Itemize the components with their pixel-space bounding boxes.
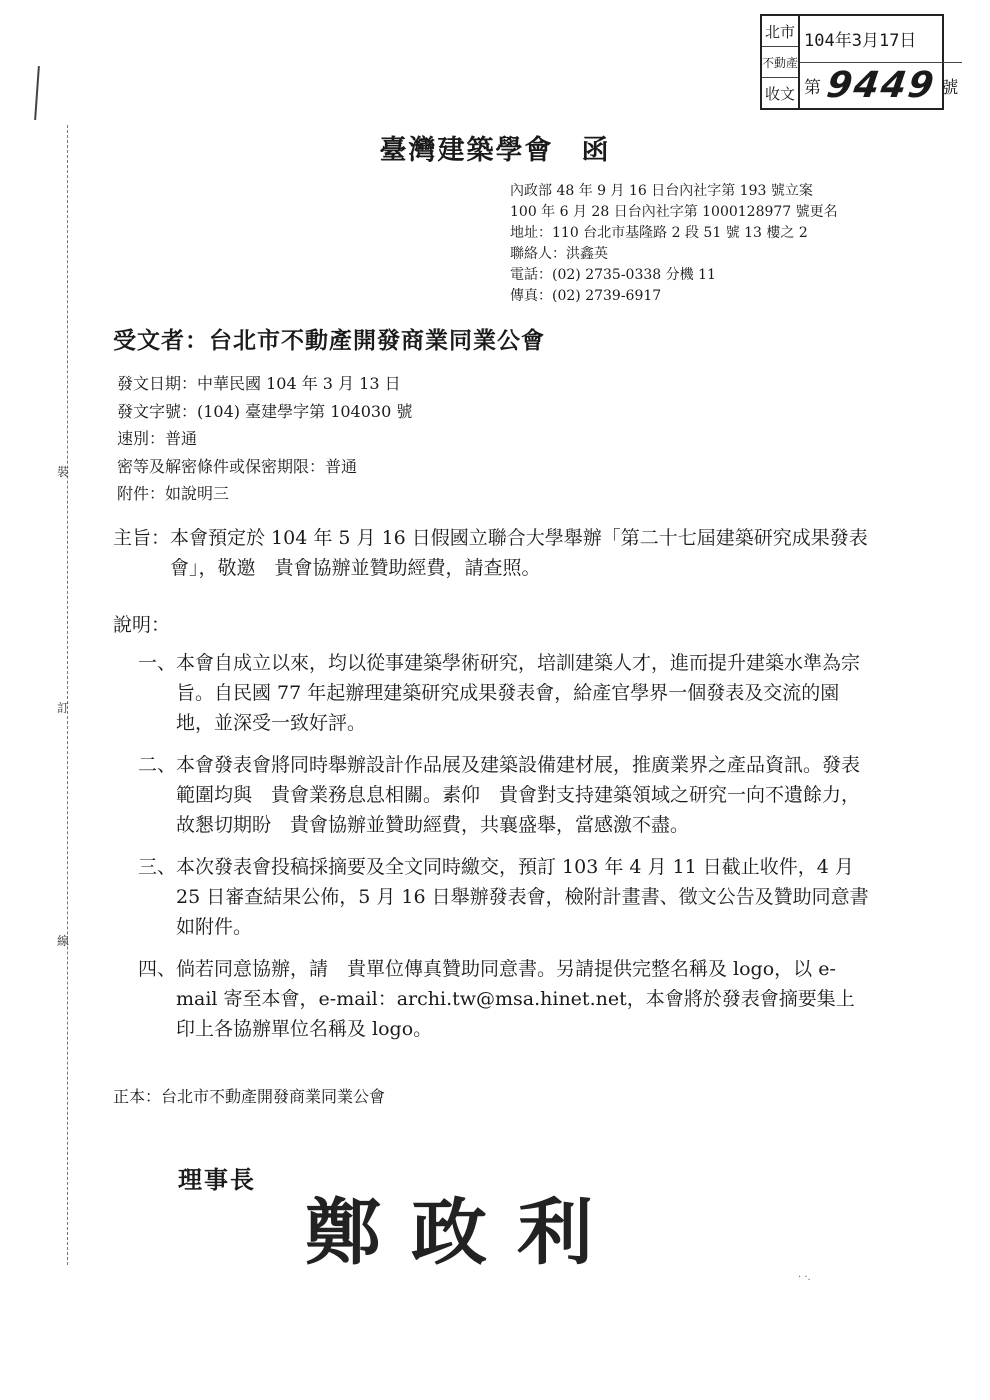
subject-label: 主旨： [113,527,171,549]
meta-line: 發文字號：(104) 臺建學字第 104030 號 [117,401,413,421]
list-item [113,954,873,1044]
stamp-label: 收文 [762,77,798,108]
sender-line: 100 年 6 月 28 日台內社字第 1000128977 號更名 [510,204,838,220]
item-text: 本會發表會將同時舉辦設計作品展及建築設備建材展，推廣業界之產品資訊。發表範圍均與 貴會業務息息相關。素仰 貴會對支持建築領域之研究一向不遺餘力，故懇切期盼 貴會協辦並贊助經費，共襄盛舉，當感激不盡。 [176,754,861,836]
stamp-no-prefix: 第 [804,77,822,98]
doc-type: 函 [581,135,611,166]
scan-specks: · ·. [798,1272,811,1283]
sender-line: 地址：110 台北市基隆路 2 段 51 號 13 樓之 2 [510,225,808,241]
margin-char: 訂 [57,701,70,715]
meta-line: 速別：普通 [117,429,198,448]
margin-char: 裝 [57,465,70,479]
list-item [113,852,873,942]
explanation-items [113,648,873,1056]
subject [113,523,873,583]
list-item [113,750,873,840]
stamp-label: 不動產 [762,46,798,77]
sender-line: 傳真：(02) 2739-6917 [510,288,662,304]
list-item [113,648,873,738]
receipt-stamp [760,14,959,110]
recipient: 受文者：台北市不動產開發商業同業公會 [113,327,545,354]
copy-recipient: 正本：台北市不動產開發商業同業公會 [113,1087,386,1106]
meta-line: 附件：如說明三 [117,484,230,503]
stamp-number: 9449 [824,64,939,106]
stamp-no-suffix: 號 [941,77,959,98]
item-text: 倘若同意協辦，請 貴單位傳真贊助同意書。另請提供完整名稱及 logo，以 e-mail 寄至本會，e-mail：archi.tw@msa.hinet.net，本會將於發表會摘要集上印上各協辦單位名稱及 logo。 [176,958,855,1040]
item-number: 一、 [137,652,176,674]
item-number: 二、 [137,754,176,776]
stamp-date: 104年3月17日 [804,31,917,52]
binding-line [67,125,68,1265]
sender-line: 內政部 48 年 9 月 16 日台內社字第 193 號立案 [510,183,813,199]
sender-line: 電話：(02) 2735-0338 分機 11 [510,267,716,283]
stamp-label: 北市 [765,22,796,41]
meta-line: 密等及解密條件或保密期限：普通 [117,456,358,476]
explanation-label: 說明： [113,614,171,636]
sender-info [510,181,838,307]
item-number: 三、 [137,856,176,878]
item-text: 本會自成立以來，均以從事建築學術研究，培訓建築人才，進而提升建築水準為宗旨。自民國 77 年起辦理建築研究成果發表會，給產官學界一個發表及交流的園地，並深受一致好評。 [176,652,861,734]
item-text: 本次發表會投稿採摘要及全文同時繳交，預訂 103 年 4 月 11 日截止收件，4 月 25 日審查結果公佈，5 月 16 日舉辦發表會，檢附計畫書、徵文公告及贊助同意書如附件。 [176,856,869,938]
document-meta [117,370,412,508]
org-name: 臺灣建築學會 [379,135,554,166]
item-number: 四、 [137,958,176,980]
sender-line: 聯絡人：洪鑫英 [510,246,608,262]
chairman-title: 理事長 [178,1165,256,1194]
chairman-signature: 鄭政利 [305,1189,623,1275]
margin-mark [34,66,40,120]
page-title [0,128,990,167]
meta-line: 發文日期：中華民國 104 年 3 月 13 日 [117,374,401,393]
subject-text: 本會預定於 104 年 5 月 16 日假國立聯合大學舉辦「第二十七屆建築研究成果發表會」，敬邀 貴會協辦並贊助經費，請查照。 [170,527,868,579]
margin-char: 線 [57,934,70,948]
stamp-labels [762,16,800,108]
